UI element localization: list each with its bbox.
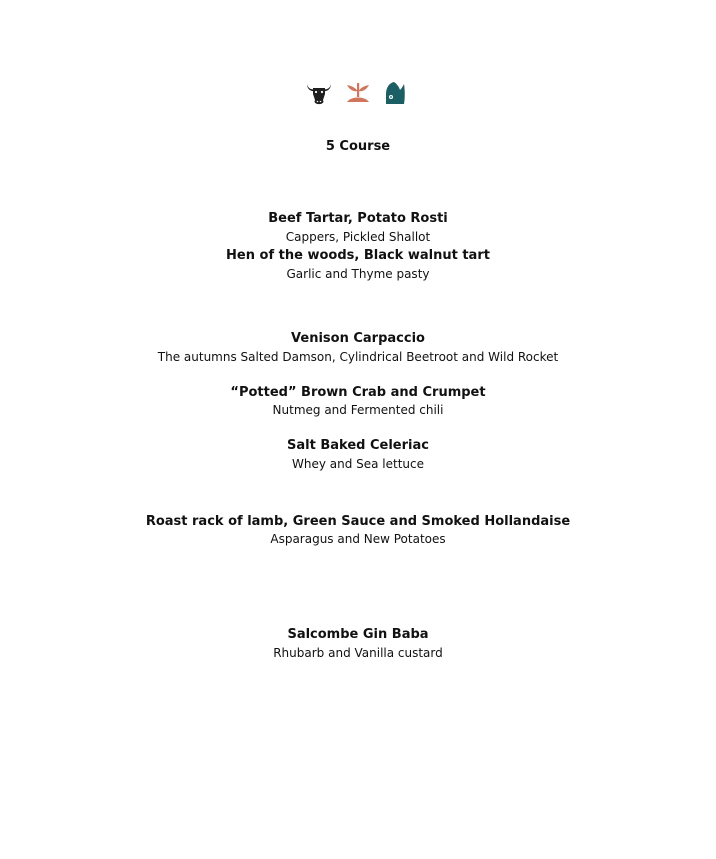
dish-name: Salt Baked Celeriac — [287, 438, 429, 453]
dish-description: Garlic and Thyme pasty — [286, 267, 430, 281]
dish-description: Cappers, Pickled Shallot — [285, 230, 431, 244]
logo-row — [0, 80, 716, 106]
dish-description: Nutmeg and Fermented chili — [272, 403, 444, 417]
dish-name: Roast rack of lamb, Green Sauce and Smoked Hollandaise — [145, 514, 571, 529]
dish-description: Whey and Sea lettuce — [291, 457, 425, 471]
dish-name: Hen of the woods, Black walnut tart — [226, 248, 490, 263]
dish-name: “Potted” Brown Crab and Crumpet — [230, 385, 486, 400]
fish-icon — [382, 80, 408, 106]
plant-icon — [345, 80, 371, 106]
bull-icon — [306, 80, 332, 106]
dish-description: The autumns Salted Damson, Cylindrical Beetroot and Wild Rocket — [157, 350, 559, 364]
dish-name: Beef Tartar, Potato Rosti — [268, 211, 448, 226]
dish-name: Salcombe Gin Baba — [287, 627, 429, 642]
dish-description: Asparagus and New Potatoes — [270, 532, 446, 546]
dish-name: Venison Carpaccio — [291, 331, 425, 346]
dish-description: Rhubarb and Vanilla custard — [273, 646, 443, 660]
page-title: 5 Course — [325, 139, 391, 154]
